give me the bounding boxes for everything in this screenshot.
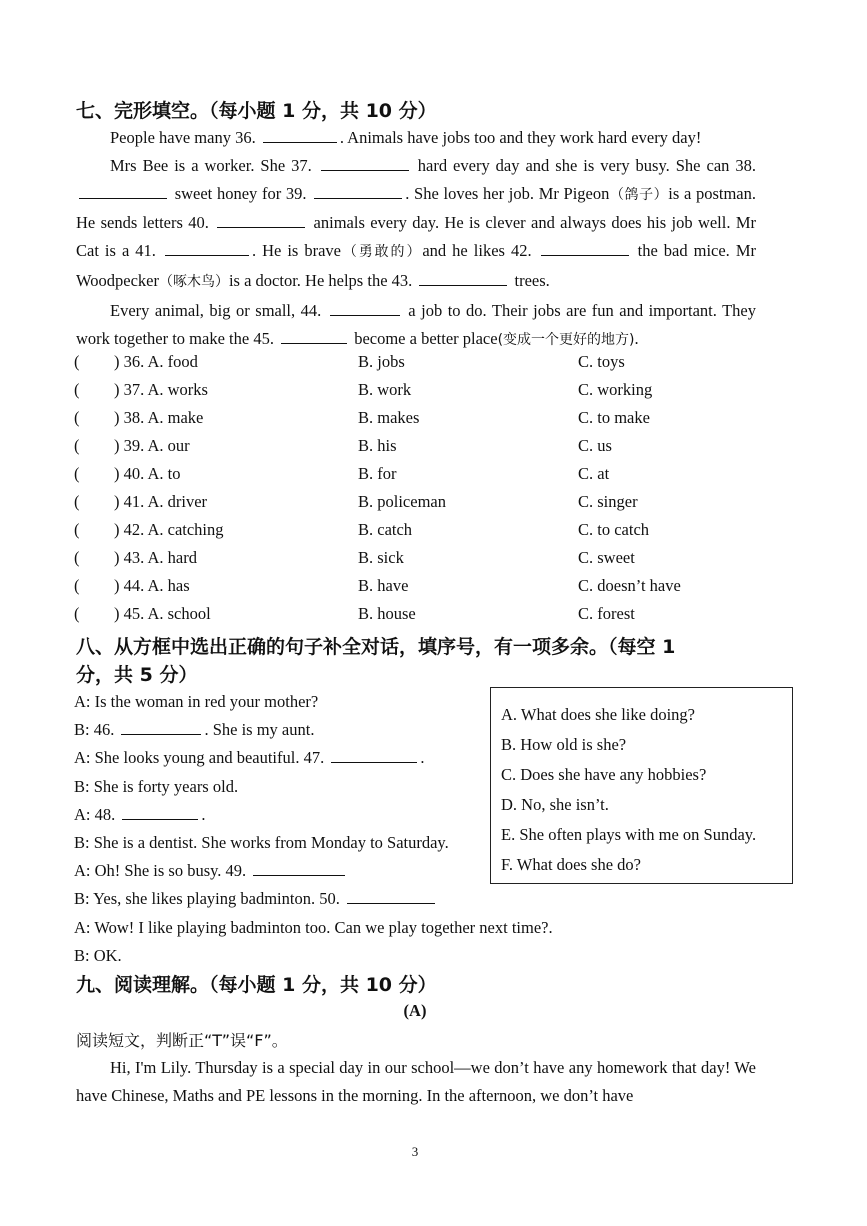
box-option: F. What does she do? xyxy=(501,855,641,874)
dialog-line: A: Is the woman in red your mother? xyxy=(74,692,319,711)
option-row: ( ) 43. A. hard B. sick C. sweet xyxy=(74,548,635,567)
page-number: 3 xyxy=(411,1144,419,1159)
dialog-line: A: Oh! She is so busy. 49. xyxy=(74,857,494,885)
section7-heading: 七、完形填空。（每小题 1 分，共 10 分） xyxy=(76,100,437,122)
dialog-line: B: She is a dentist. She works from Monday to Saturday. xyxy=(74,833,449,853)
section8-heading-line1: 八、从方框中选出正确的句子补全对话，填序号，有一项多余。（每空 1 xyxy=(76,636,676,658)
cloze-paragraph-2: Mrs Bee is a worker. She 37. hard every day and she is very busy. She can 38. sweet honey for 39. . She loves her job. Mr Pigeon（鸽子）is a postman. He sends letters 40. animals every day. He is clever and always does his job well. Mr Cat is a 41. . He is brave（勇敢的）and he likes 42. the bad mice. Mr Woodpecker（啄木鸟）is a doctor. He helps the 43. trees. xyxy=(76,155,757,290)
option-row: ( ) 40. A. to B. for C. at xyxy=(74,464,610,483)
option-row: ( ) 37. A. works B. work C. working xyxy=(74,380,653,399)
dialog-line: A: She looks young and beautiful. 47. . xyxy=(74,748,425,768)
dialog-line: B: Yes, she likes playing badminton. 50. xyxy=(74,885,494,913)
reading-passage xyxy=(76,1054,756,1110)
box-option: C. Does she have any hobbies? xyxy=(501,765,707,784)
box-option: B. How old is she? xyxy=(501,735,627,754)
section8-heading-line2: 分，共 5 分） xyxy=(76,664,198,686)
option-row: ( ) 41. A. driver B. policeman C. singer xyxy=(74,492,638,511)
section9-heading: 九、阅读理解。（每小题 1 分，共 10 分） xyxy=(76,974,437,996)
option-row: ( ) 44. A. has B. have C. doesn’t have xyxy=(74,576,681,595)
option-row: ( ) 38. A. make B. makes C. to make xyxy=(74,408,650,427)
option-row: ( ) 36. A. food B. jobs C. toys xyxy=(74,352,625,371)
dialog-line: A: Wow! I like playing badminton too. Can we play together next time?. xyxy=(74,917,553,937)
dialog xyxy=(74,688,553,970)
option-row: ( ) 39. A. our B. his C. us xyxy=(74,436,612,455)
option-row: ( ) 42. A. catching B. catch C. to catch xyxy=(74,520,650,539)
box-option: A. What does she like doing? xyxy=(501,705,695,724)
box-option: E. She often plays with me on Sunday. xyxy=(501,825,757,844)
dialog-line: B: She is forty years old. xyxy=(74,776,239,796)
reading-paragraph: Hi, I'm Lily. Thursday is a special day in our school—we don’t have any homework that day! We have Chinese, Maths and PE lessons in the morning. In the afternoon, we don’t have xyxy=(76,1058,756,1105)
cloze-paragraph-3: Every animal, big or small, 44. a job to do. Their jobs are fun and important. They work together to make the 45. become a better place(变成一个更好的地方). xyxy=(76,300,756,348)
box-option: D. No, she isn’t. xyxy=(501,795,609,814)
option-row: ( ) 45. A. school B. house C. forest xyxy=(74,604,635,623)
answer-box xyxy=(490,687,793,884)
dialog-line: B: 46. . She is my aunt. xyxy=(74,720,315,740)
cloze-paragraph-1: People have many 36. . Animals have jobs too and they work hard every day! xyxy=(110,128,702,147)
reading-instruction: 阅读短文，判断正“T”误“F”。 xyxy=(76,1031,288,1050)
cloze-passage xyxy=(76,124,756,354)
reading-sub-heading: (A) xyxy=(403,1001,427,1020)
dialog-line: A: 48. . xyxy=(74,804,206,824)
dialog-line: B: OK. xyxy=(74,945,122,965)
